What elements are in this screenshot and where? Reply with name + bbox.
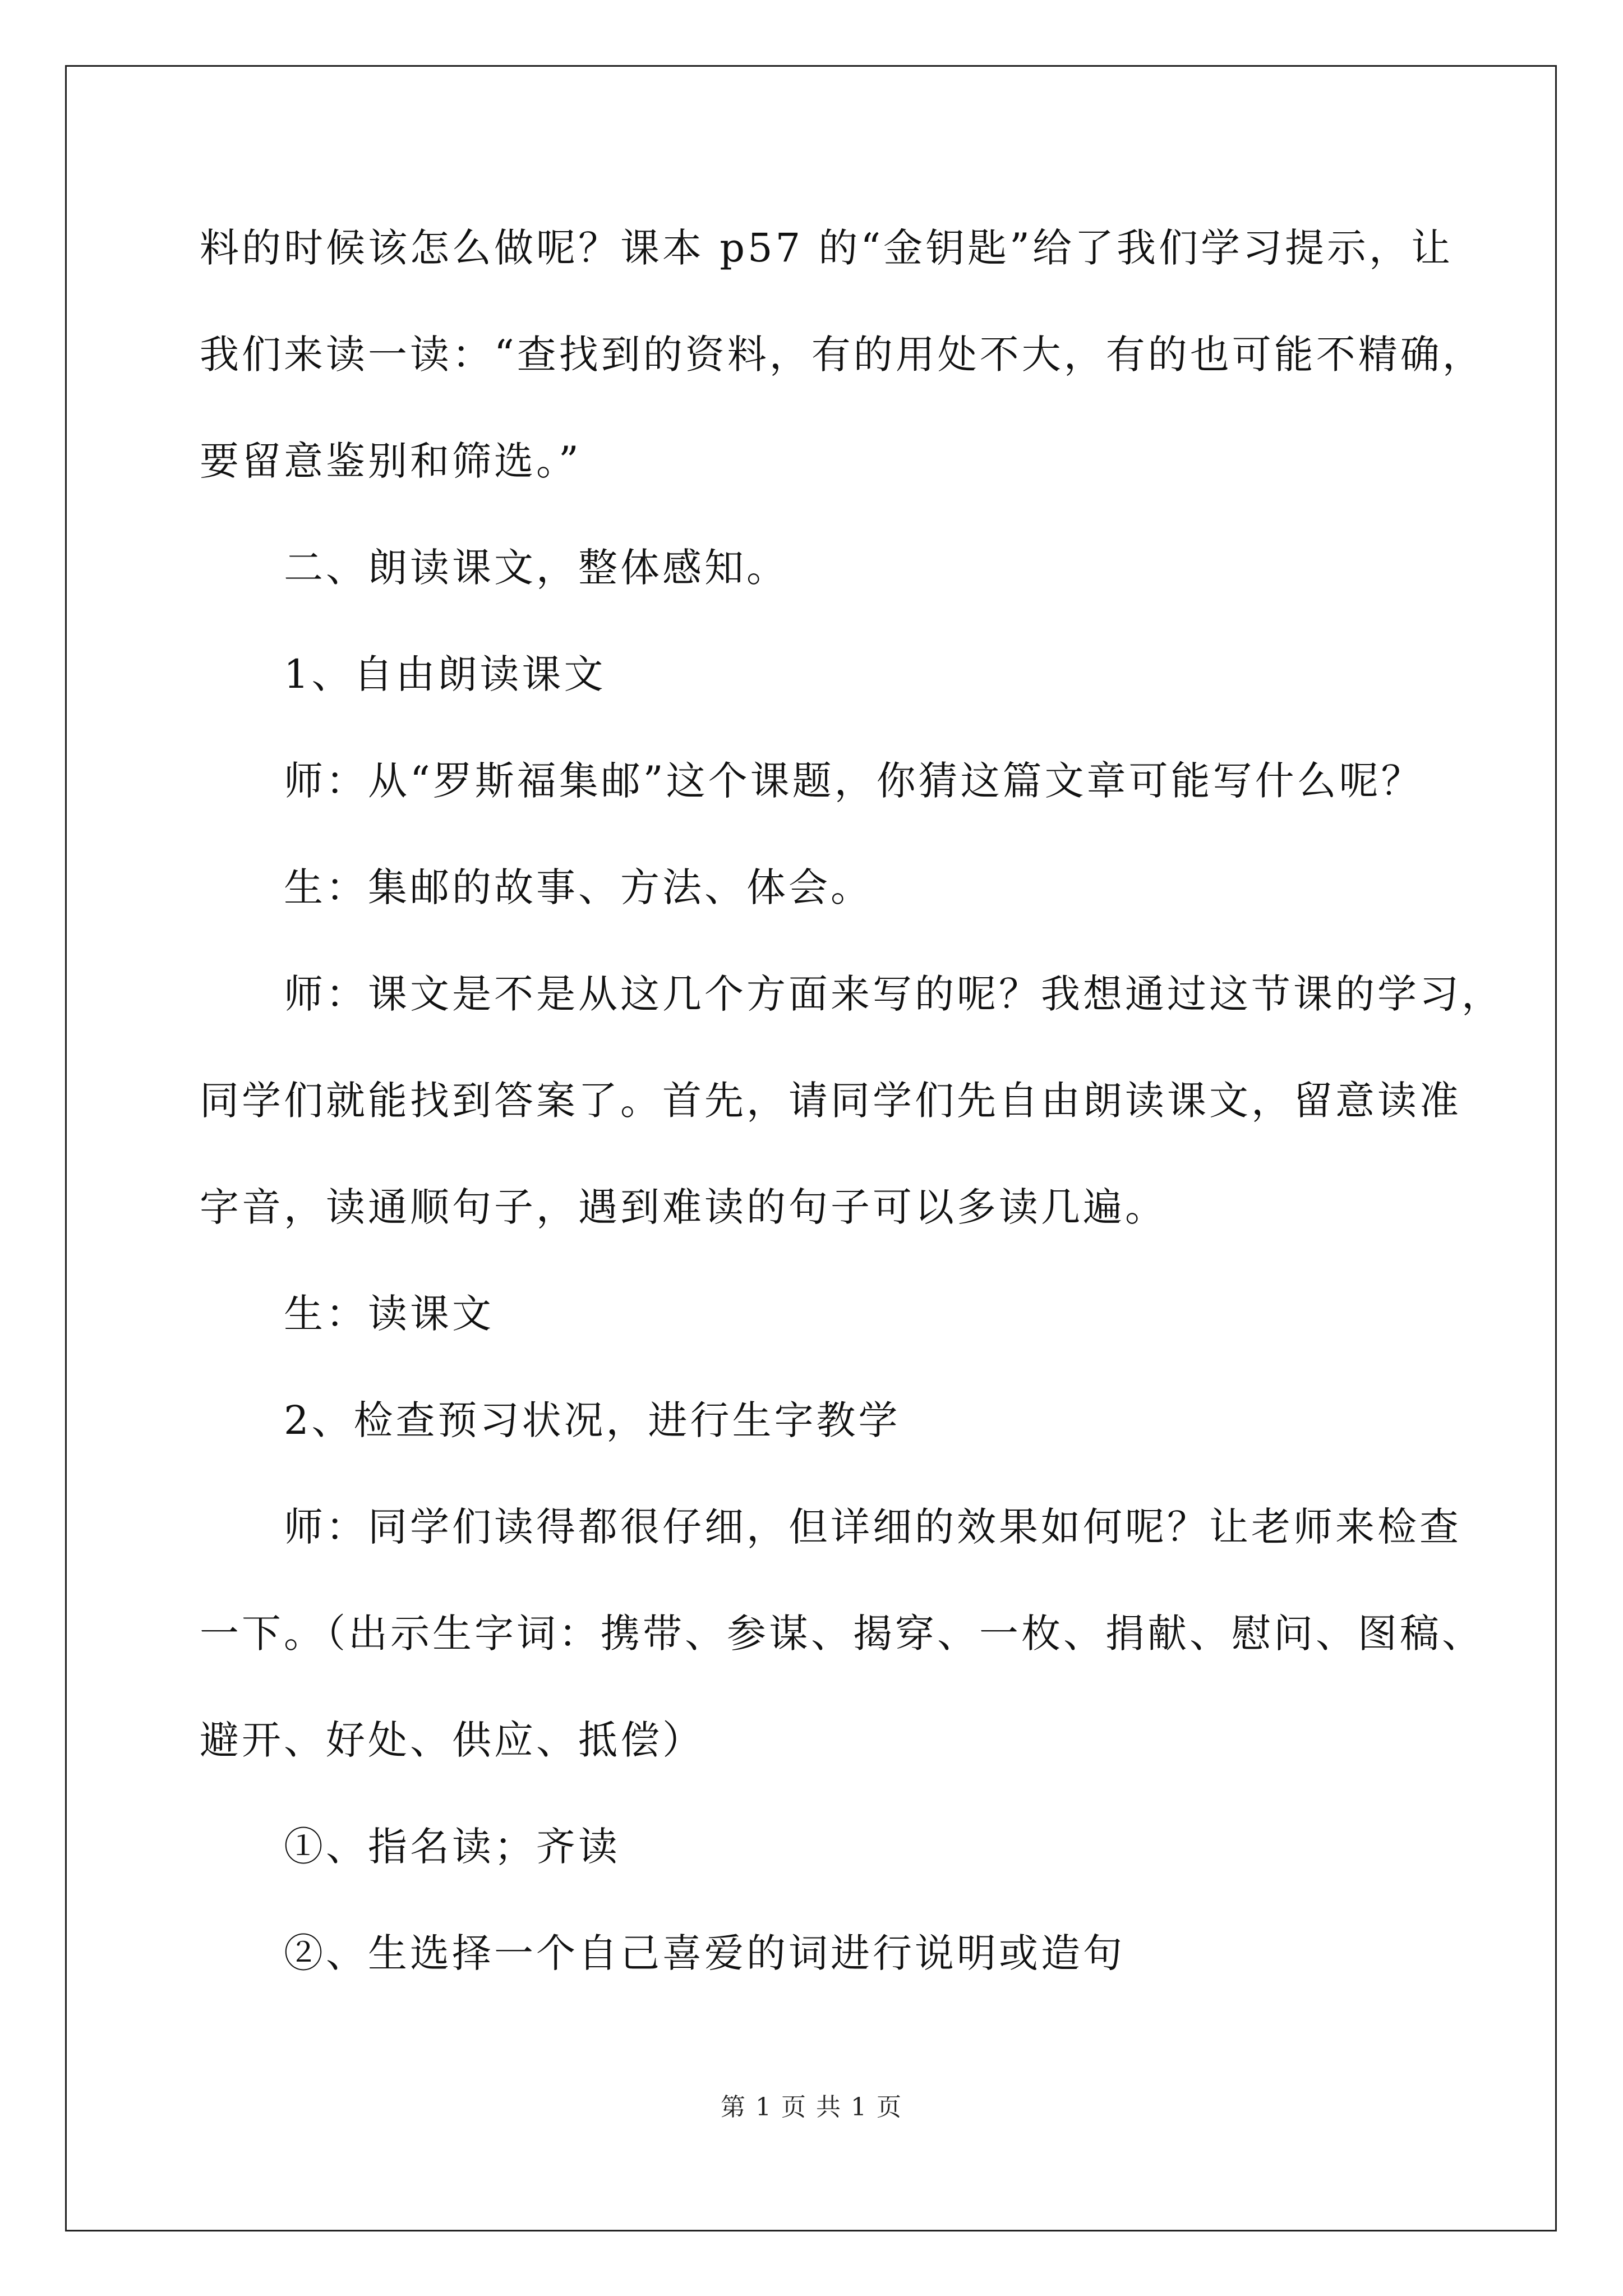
teacher-line: 师：从“罗斯福集邮”这个课题，你猜这篇文章可能写什么呢？ [284, 758, 1423, 804]
teacher-line: 师：课文是不是从这几个方面来写的呢？我想通过这节课的学习， [284, 971, 1504, 1017]
section-heading: 二、朗读课文，整体感知。 [284, 545, 789, 591]
paragraph-line: 避开、好处、供应、抵偿） [200, 1717, 704, 1763]
paragraph-line: 我们来读一读：“查找到的资料，有的用处不大，有的也可能不精确， [200, 332, 1484, 378]
subsection-heading: 1、自由朗读课文 [284, 651, 606, 697]
student-line: 生：集邮的故事、方法、体会。 [284, 864, 873, 910]
paragraph-line: 字音，读通顺句子，遇到难读的句子可以多读几遍。 [200, 1184, 1167, 1230]
paragraph-line: 同学们就能找到答案了。首先，请同学们先自由朗读课文，留意读准 [200, 1078, 1461, 1124]
paragraph-line: 要留意鉴别和筛选。” [200, 438, 582, 484]
subsection-heading: 2、检查预习状况，进行生字教学 [284, 1397, 901, 1443]
student-line: 生：读课文 [284, 1291, 494, 1337]
teacher-line: 师：同学们读得都很仔细，但详细的效果如何呢？让老师来检查 [284, 1504, 1461, 1550]
page-footer: 第 1 页 共 1 页 [721, 2093, 902, 2122]
paragraph-line: 一下。（出示生字词：携带、参谋、揭穿、一枚、捐献、慰问、图稿、 [200, 1611, 1484, 1657]
paragraph-line: 料的时候该怎么做呢？课本 p57 的“金钥匙”给了我们学习提示，让 [200, 225, 1453, 271]
list-item: ②、生选择一个自己喜爱的词进行说明或造句 [284, 1930, 1125, 1976]
list-item: ①、指名读；齐读 [284, 1824, 620, 1870]
document-body [200, 222, 1504, 1980]
